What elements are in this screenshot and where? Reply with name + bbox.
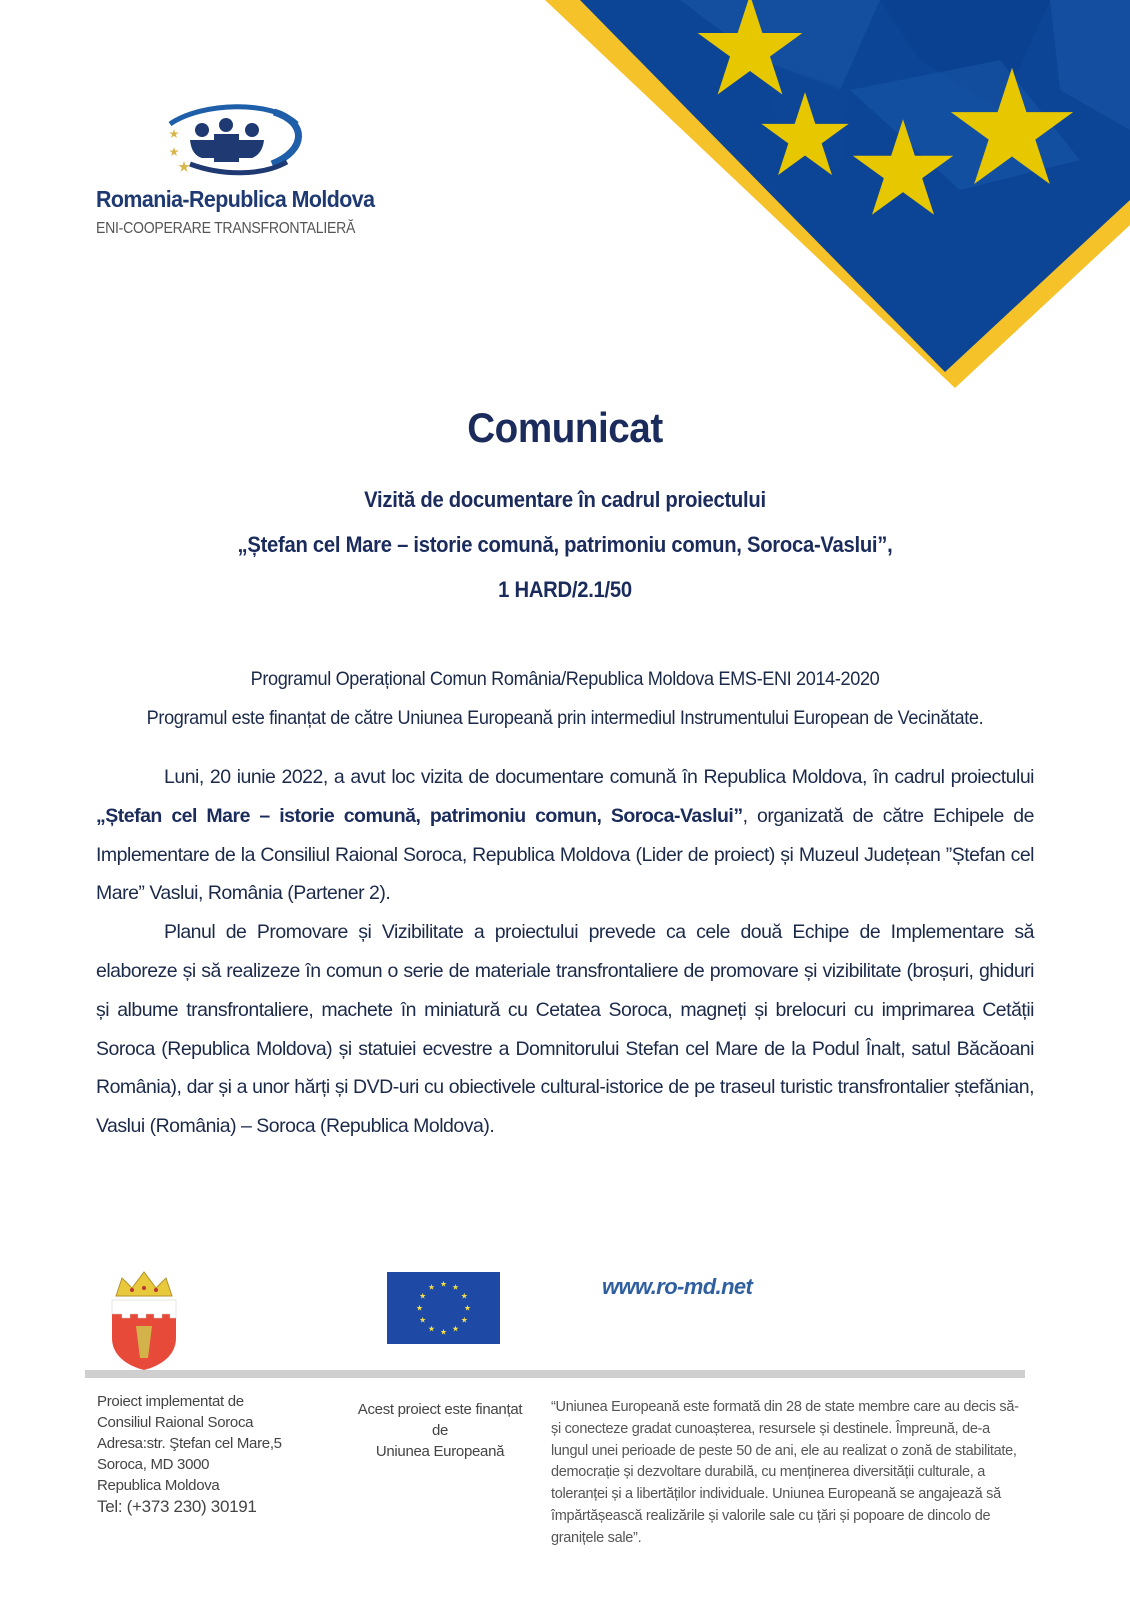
paragraph [96,758,1034,913]
eu-flag-icon [387,1272,500,1344]
flag-star-icon [461,1317,467,1323]
paragraph-text: , organizată de către Echipele de Implementare de la Consiliul Raional Soroca, Republica Moldova (Lider de proiect) și Muzeul Județean ”Ștefan cel Mare” Vaslui, România (Partener 2). [96,804,1034,905]
eu-disclaimer: “Uniunea Europeană este formată din 28 de state membre care au decis să-și conecteze gradat cunoașterea, resursele și destinele. Împreună, de-a lungul unei perioade de peste 50 de ani, ele au realizat o zonă de stabilitate, democrație și dezvoltare durabilă, cu menținerea diversității culturale, a toleranței și a libertăților individuale. Uniunea Europeană se angajează să împărtășească realizările și valorile sale cu țări și popoare de dincolo de granițele sale”. [551,1399,1019,1546]
program-line: Programul este finanțat de către Uniunea Europeană prin intermediul Instrumentului European de Vecinătate. [146,707,984,729]
flag-star-icon [428,1326,434,1332]
footer-line: Consiliul Raional Soroca [97,1414,254,1431]
subtitle-line: „Ștefan cel Mare – istorie comună, patrimoniu comun, Soroca-Vaslui”, [237,532,893,557]
program-logo [92,100,382,250]
flag-star-icon [461,1293,467,1299]
footer-line: Uniunea Europeană [375,1443,505,1460]
flag-star-icon [464,1305,470,1311]
soroca-coat-of-arms-icon [108,1268,180,1370]
flag-star-icon [440,1329,446,1335]
org-name: Romania-Republica Moldova [96,186,375,212]
footer-divider [85,1370,1025,1378]
website-link[interactable]: www.ro-md.net [602,1274,753,1299]
body-text [96,758,1034,1146]
footer-address: Adresa:str. Ştefan cel Mare,5 [97,1435,282,1452]
footer-line: Republica Moldova [97,1477,220,1494]
flag-star-icon [420,1317,426,1323]
people-meeting-logo-icon [92,100,382,180]
org-subtitle: ENI-COOPERARE TRANSFRONTALIERĂ [96,220,356,237]
footer-line: Proiect implementat de [97,1393,244,1410]
implementer-info [97,1391,337,1517]
paragraph: Planul de Promovare și Vizibilitate a proiectului prevede ca cele două Echipe de Implementare să elaboreze și să realizeze în comun o serie de materiale transfrontaliere de promovare și vizibilitate (broșuri, ghiduri și albume transfrontaliere, machete în miniatură cu Cetatea Soroca, magneți și brelocuri cu imprimarea Cetății Soroca (Republica Moldova) și statuiei ecvestre a Domnitorului Stefan cel Mare de la Podul Înalt, satul Băcăoani România), dar și a unor hărți și DVD-uri cu obiectivele cultural-istorice de pe traseul turistic transfrontalier ștefănian, Vaslui (România) – Soroca (Republica Moldova). [96,921,1034,1138]
flag-star-icon [440,1281,446,1287]
footer-line: Acest proiect este finanțat [357,1401,523,1418]
flag-star-icon [452,1284,458,1290]
program-line: Programul Operațional Comun România/Republica Moldova EMS-ENI 2014-2020 [250,668,880,690]
project-name-bold: „Ștefan cel Mare – istorie comună, patrimoniu comun, Soroca-Vaslui” [96,804,743,827]
subtitle-line: Vizită de documentare în cadrul proiectului [364,487,766,512]
footer-line: de [431,1422,449,1439]
page-title: Comunicat [467,404,663,451]
project-code: 1 HARD/2.1/50 [498,577,632,602]
paragraph-text: Luni, 20 iunie 2022, a avut loc vizita de documentare comună în Republica Moldova, în cadrul proiectului [164,766,1034,788]
flag-star-icon [428,1284,434,1290]
footer-phone: Tel: (+373 230) 30191 [97,1497,257,1516]
flag-star-icon [420,1293,426,1299]
funding-info [352,1399,528,1462]
flag-star-icon [452,1326,458,1332]
flag-star-icon [416,1305,422,1311]
footer-line: Soroca, MD 3000 [97,1456,210,1473]
